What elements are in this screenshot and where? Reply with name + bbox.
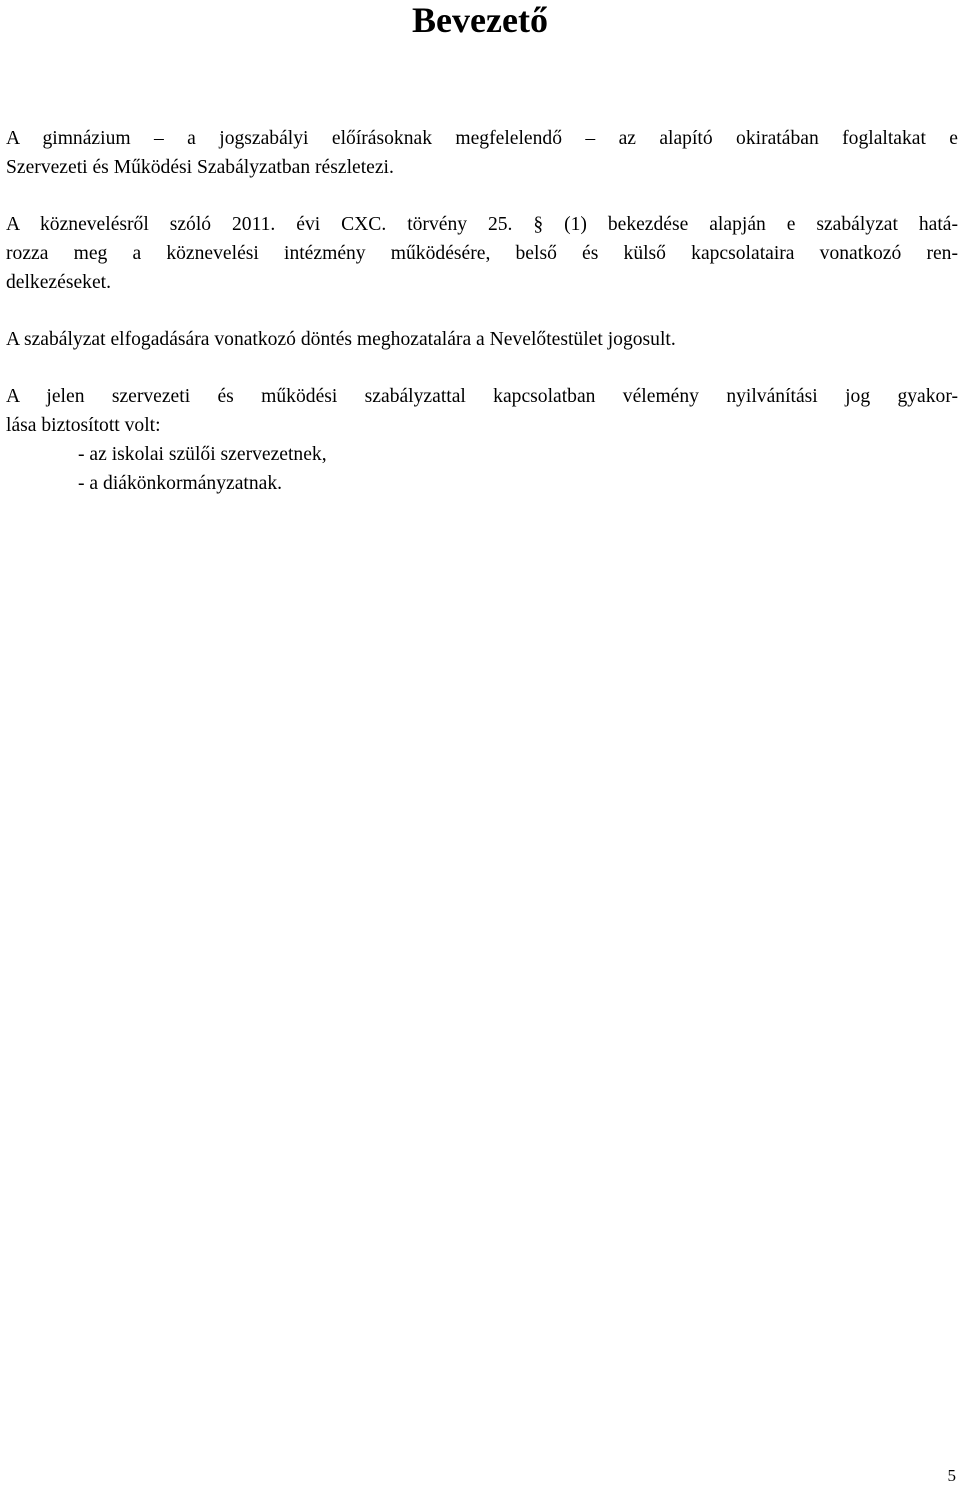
paragraph-gap bbox=[6, 182, 958, 210]
paragraph-line: delkezéseket. bbox=[6, 272, 111, 293]
paragraph-gap bbox=[6, 297, 958, 325]
page-title: Bevezető bbox=[412, 0, 548, 40]
paragraph-legal-basis bbox=[6, 210, 958, 297]
list-item: - az iskolai szülői szervezetnek, bbox=[78, 444, 327, 465]
paragraph-gap bbox=[6, 354, 958, 382]
page-number: 5 bbox=[947, 1466, 956, 1485]
paragraph-consultation bbox=[6, 382, 958, 498]
paragraph-intro bbox=[6, 124, 958, 182]
document-body bbox=[6, 124, 958, 498]
paragraph-line: lása biztosított volt: bbox=[6, 415, 161, 436]
paragraph-line: A köznevelésről szóló 2011. évi CXC. törvény 25. § (1) bekezdése alapján e szabályzat hatá- bbox=[6, 214, 958, 235]
paragraph-line: rozza meg a köznevelési intézmény működésére, belső és külső kapcsolataira vonatkozó ren- bbox=[6, 243, 958, 264]
list-item: - a diákönkormányzatnak. bbox=[78, 473, 283, 494]
paragraph-line: A jelen szervezeti és működési szabályzattal kapcsolatban vélemény nyilvánítási jog gyakor- bbox=[6, 386, 958, 407]
paragraph-adoption bbox=[6, 325, 958, 354]
paragraph-line: Szervezeti és Működési Szabályzatban részletezi. bbox=[6, 157, 394, 178]
paragraph-line: A szabályzat elfogadására vonatkozó döntés meghozatalára a Nevelőtestület jogosult. bbox=[6, 329, 676, 350]
paragraph-line: A gimnázium – a jogszabályi előírásoknak megfelelendő – az alapító okiratában foglaltakat e bbox=[6, 128, 958, 149]
